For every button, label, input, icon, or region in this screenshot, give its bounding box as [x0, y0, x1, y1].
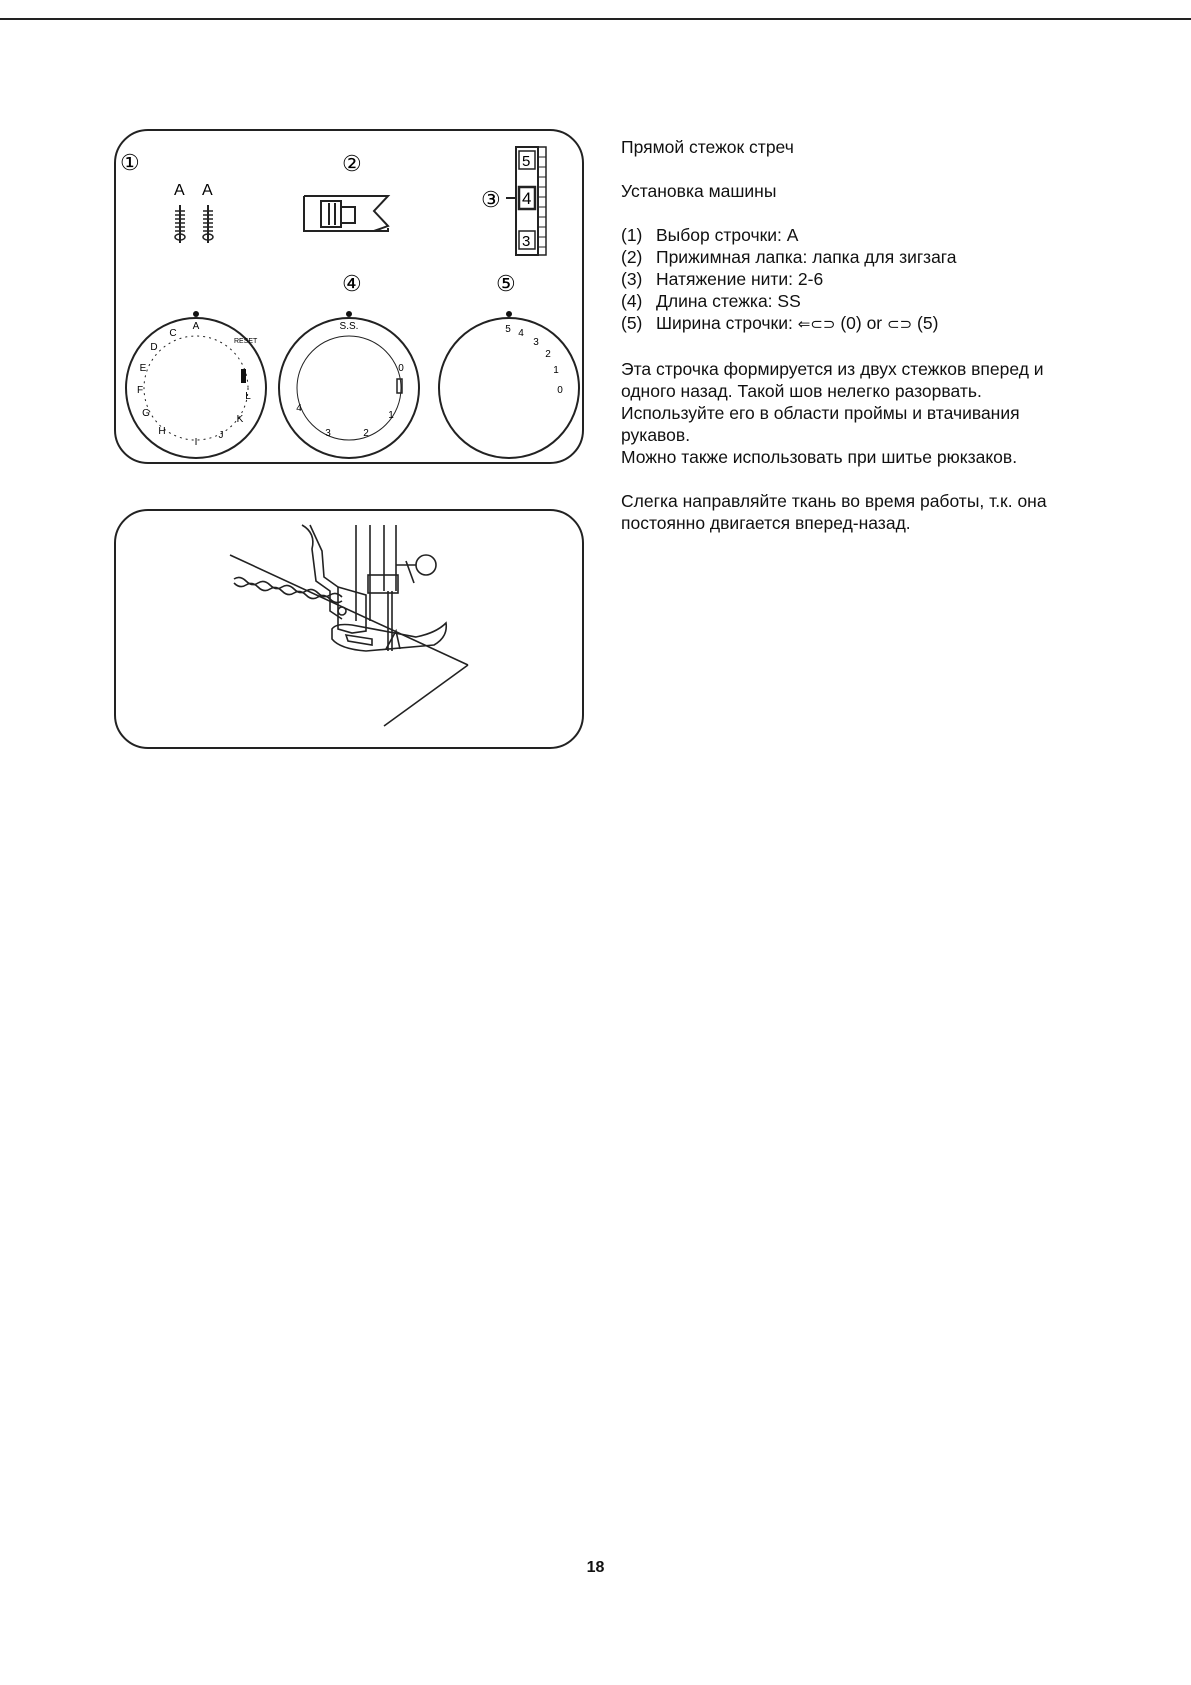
setting-number: (5)	[621, 313, 643, 333]
stitch-pattern-icon	[174, 182, 213, 243]
length-dial-4: 4	[296, 403, 302, 414]
stitch-width-label: Ширина строчки:	[656, 313, 793, 333]
marker-5: ⑤	[496, 271, 516, 296]
description-paragraph: Можно также использовать при шитье рюкзаков.	[621, 447, 1018, 467]
setting-text	[656, 312, 938, 336]
length-dial-3: 3	[325, 428, 331, 439]
thread-tension-scale	[506, 147, 546, 255]
setting-number: (3)	[621, 269, 643, 289]
tension-value-3: 3	[522, 233, 531, 250]
setting-text: Прижимная лапка: лапка для зигзага	[656, 247, 957, 267]
sewing-illustration-panel	[114, 509, 584, 749]
width-dial-5: 5	[505, 324, 511, 335]
list-item	[621, 268, 1091, 290]
length-dial-0: 0	[398, 363, 404, 374]
setting-text: Выбор строчки: A	[656, 225, 799, 245]
length-dial-2: 2	[363, 428, 369, 439]
marker-4: ④	[342, 271, 362, 296]
dial-letter-g: G	[142, 408, 150, 419]
length-dial-1: 1	[388, 410, 394, 421]
top-rule	[0, 18, 1191, 20]
marker-2: ②	[342, 151, 362, 176]
stitch-length-dial	[279, 311, 419, 458]
stitch-label-a1: A	[174, 182, 185, 199]
width-dial-4: 4	[518, 328, 524, 339]
dial-letter-l: L	[245, 391, 251, 402]
marker-3: ③	[481, 187, 501, 212]
tension-value-4: 4	[522, 189, 532, 208]
dial-letter-f: F	[136, 385, 144, 396]
width-value-right: (5)	[917, 313, 939, 333]
pattern-selector-dial	[126, 311, 266, 458]
section-title: Прямой стежок стреч	[621, 137, 794, 157]
width-dial-1: 1	[553, 365, 559, 376]
length-dial-ss: S.S.	[339, 321, 359, 332]
dial-letter-j: J	[218, 430, 224, 441]
width-or: or	[866, 313, 883, 333]
setting-number: (4)	[621, 291, 643, 311]
narrow-width-icon: ⇐⊂⊃	[797, 316, 836, 333]
list-item	[621, 312, 1091, 336]
dial-letter-k: K	[236, 414, 244, 425]
guidance-paragraph: Слегка направляйте ткань во время работы, т.к. она постоянно двигается вперед-назад.	[621, 491, 1047, 533]
setting-text: Длина стежка: SS	[656, 291, 801, 311]
marker-1: ①	[120, 150, 140, 175]
dial-letter-i: I	[194, 437, 198, 448]
list-item	[621, 246, 1091, 268]
setting-text: Натяжение нити: 2-6	[656, 269, 824, 289]
width-dial-0: 0	[557, 385, 563, 396]
dial-letter-d: D	[150, 342, 158, 353]
stitch-label-a2: A	[202, 182, 213, 199]
wide-width-icon: ⊂⊃	[887, 316, 913, 333]
tension-value-5: 5	[522, 153, 531, 170]
settings-diagram-panel	[114, 129, 584, 464]
list-item	[621, 290, 1091, 312]
settings-list	[621, 224, 1091, 336]
list-item	[621, 224, 1091, 246]
description-paragraph: Используйте его в области проймы и втачивания рукавов.	[621, 403, 1020, 445]
instructions-column	[621, 136, 1091, 534]
section-subtitle: Установка машины	[621, 181, 777, 201]
stitch-width-dial	[439, 311, 579, 458]
setting-number: (2)	[621, 247, 643, 267]
description-paragraph: Эта строчка формируется из двух стежков вперед и одного назад. Такой шов нелегко разорвать.	[621, 359, 1044, 401]
dial-letter-e: E	[139, 363, 147, 374]
dial-reset-label: RESET	[234, 338, 258, 345]
settings-diagram	[116, 131, 582, 462]
width-dial-3: 3	[533, 337, 539, 348]
width-dial-2: 2	[545, 349, 551, 360]
dial-letter-c: C	[169, 328, 177, 339]
dial-letter-a: A	[192, 321, 200, 332]
page-number: 18	[586, 1559, 605, 1576]
setting-number: (1)	[621, 225, 643, 245]
width-value-left: (0)	[840, 313, 862, 333]
zigzag-foot-icon	[304, 196, 388, 231]
dial-letter-h: H	[158, 426, 166, 437]
presser-foot-illustration	[116, 511, 582, 747]
